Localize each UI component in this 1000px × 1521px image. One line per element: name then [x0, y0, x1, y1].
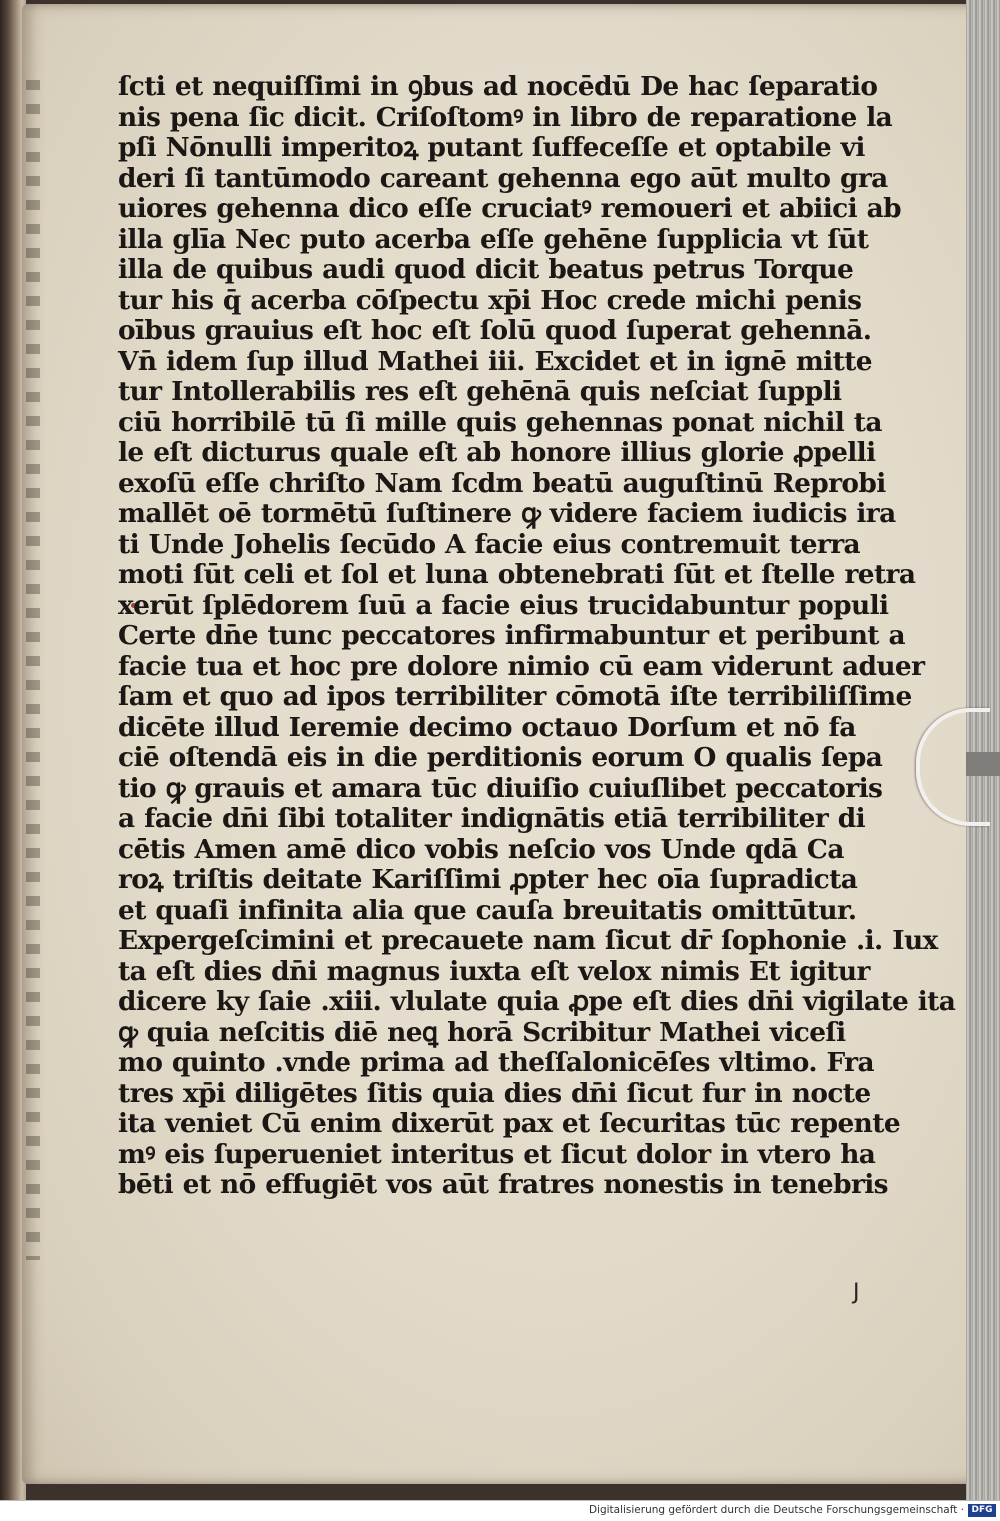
text-line: moti ſūt celi et ſol et luna obtenebrati ſūt et ſtelle retra	[118, 559, 916, 590]
text-line: roꝝ triſtis deitate Kariſſimi ꝓpter hec oīa ſupradicta	[118, 864, 858, 895]
text-line: tres xp̄i diligētes ſitis quia dies dn̄i ſicut fur in nocte	[118, 1077, 871, 1109]
text-line: illa glīa Nec puto acerba eſſe gehēne ſupplicia vt ſūt	[118, 223, 869, 255]
text-line: ti Unde Johelis ſecūdo A facie eius contremuit terra	[118, 528, 861, 560]
text-line: le eſt dicturus quale eſt ab honore illius glorie ꝓpelli	[118, 437, 876, 468]
text-line: Expergeſcimini et precauete nam ſicut dr̄ ſophonie .i. Iux	[118, 925, 938, 956]
text-line: ita veniet Cū enim dixerūt pax et ſecuritas tūc repente	[118, 1108, 901, 1139]
facing-page-text-bleed	[26, 80, 40, 1260]
text-line: tio ꝙ grauis et amara tūc diuiſio cuiuſlibet peccatoris	[118, 772, 883, 804]
text-line: tur his q̄ acerba cōſpectu xp̄i Hoc crede michi penis	[118, 284, 862, 316]
text-line: exoſū eſſe chriſto Nam ſcdm beatū auguſtinū Reprobi	[118, 467, 886, 499]
text-line: dicere ky ſaie .xiii. vlulate quia ꝓpe eſt dies dn̄i vigilate ita	[118, 986, 956, 1017]
text-line: ciē oſtendā eis in die perditionis eorum O qualis ſepa	[118, 742, 883, 773]
text-line: mallēt oē tormētū ſuſtinere ꝙ videre faciem iudicis ira	[118, 498, 896, 529]
text-line: mꝰ eis ſuperueniet interitus et ſicut dolor in vtero ha	[118, 1138, 876, 1170]
blackletter-text-block	[118, 71, 956, 1201]
text-line: bēti et nō effugiēt vos aūt fratres nonestis in tenebris	[118, 1169, 888, 1200]
text-line: oībus grauius eſt hoc eſt ſolū quod ſuperat gehennā.	[118, 315, 872, 346]
text-line: Certe dn̄e tunc peccatores infirmabuntur et peribunt a	[118, 620, 905, 651]
funding-notice: Digitalisierung gefördert durch die Deutsche Forschungsgemeinschaft ·	[588, 1504, 964, 1516]
text-line: tur Intollerabilis res eſt gehēnā quis neſciat ſuppli	[118, 376, 842, 407]
text-line: ta eſt dies dn̄i magnus iuxta eſt velox nimis Et igitur	[118, 955, 870, 987]
text-line: ciū horribilē tū ſi mille quis gehennas ponat nichil ta	[118, 406, 882, 438]
signature-mark: J	[853, 1280, 860, 1305]
text-line: illa de quibus audi quod dicit beatus petrus Torque	[118, 254, 854, 285]
text-line: cētis Amen amē dico vobis neſcio vos Unde qdā Ca	[118, 833, 844, 865]
bookmark-tab	[966, 752, 1000, 776]
text-line: a facie dn̄i ſibi totaliter indignātis etiā terribiliter di	[118, 803, 865, 834]
text-line: deri ſi tantūmodo careant gehenna ego aūt multo gra	[118, 162, 888, 194]
text-line: dicēte illud Ieremie decimo octauo Dorſum et nō fa	[118, 711, 856, 743]
dfg-logo: DFG	[968, 1504, 996, 1517]
text-line: et quaſi infinita alia que cauſa breuitatis omittūtur.	[118, 894, 857, 926]
text-line: mo quinto .vnde prima ad theſſalonicēſes vltimo. Fra	[118, 1047, 874, 1078]
text-line: xerūt ſplēdorem ſuū a facie eius trucidabuntur populi	[118, 589, 889, 621]
text-line: ꝙ quia neſcitis diē neꝗ horā Scribitur Mathei viceſi	[118, 1016, 846, 1048]
text-line: ſam et quo ad ipos terribiliter cōmotā iſte terribiliſſime	[118, 681, 912, 712]
text-line: ſcti et nequiſſimi in ꝯbus ad nocēdū De hac ſeparatio	[118, 71, 878, 102]
text-line: Vn̄ idem ſup illud Mathei iii. Excidet et in ignē mitte	[118, 345, 872, 377]
text-line: facie tua et hoc pre dolore nimio cū eam viderunt aduer	[118, 650, 925, 682]
footer-bar	[0, 1500, 1000, 1521]
text-line: uiores gehenna dico eſſe cruciatꝰ remoueri et abiici ab	[118, 193, 901, 224]
text-line: pſi Nōnulli imperitoꝝ putant ſuffeceſſe et optabile vi	[118, 132, 865, 163]
text-line: nis pena ſic dicit. Criſoſtomꝰ in libro de reparatione la	[118, 101, 893, 133]
